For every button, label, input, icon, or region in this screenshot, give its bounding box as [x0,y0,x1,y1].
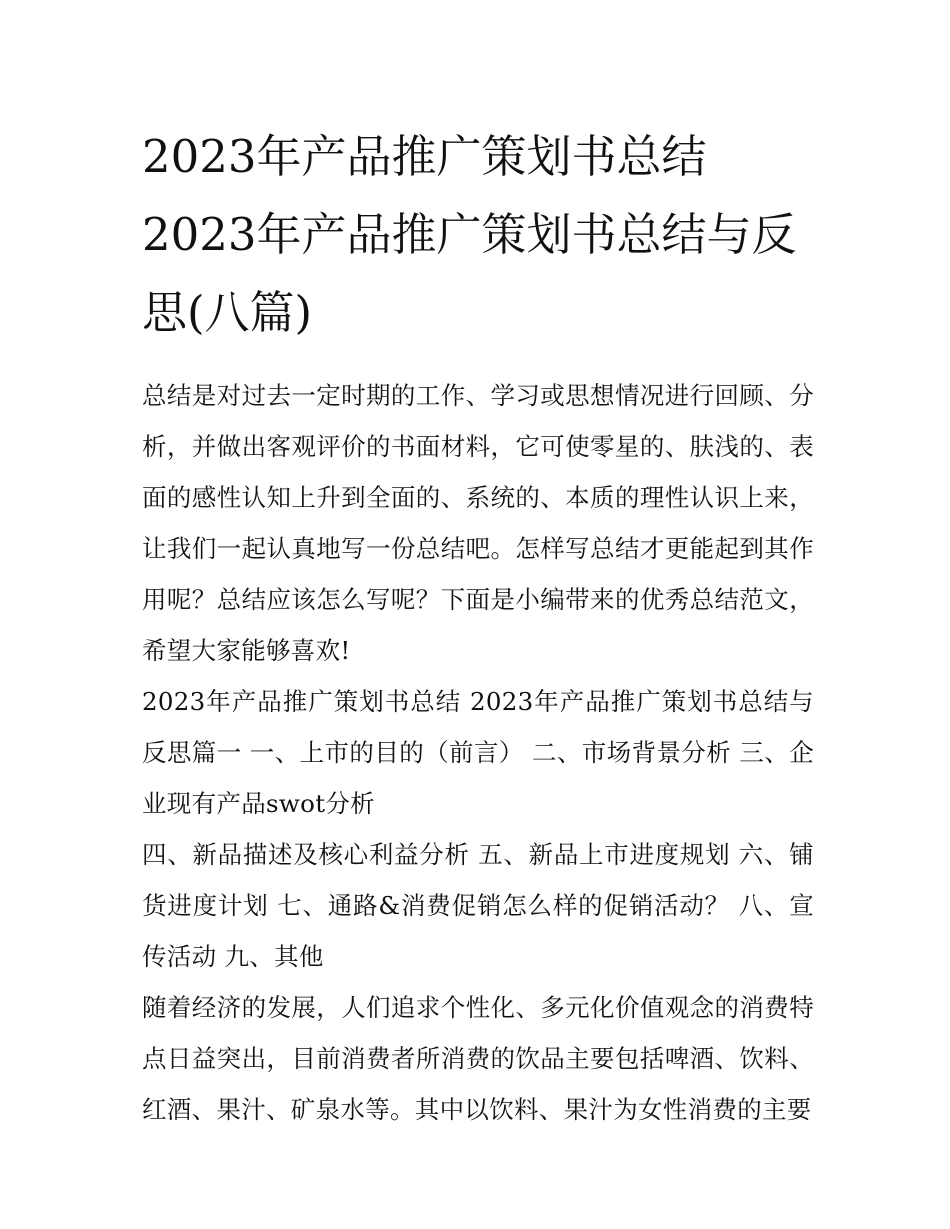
document-title: 2023年产品推广策划书总结2023年产品推广策划书总结与反思(八篇) [142,130,797,339]
document-page [142,118,814,1135]
outline-paragraph-2: 四、新品描述及核心利益分析 五、新品上市进度规划 六、铺货进度计划 七、通路&消费促销怎么样的促销活动？ 八、宣传活动 九、其他 [142,840,814,971]
outline-paragraph-1: 2023年产品推广策划书总结 2023年产品推广策划书总结与反思篇一 一、上市的目的（前言） 二、市场背景分析 三、企业现有产品swot分析 [142,687,814,818]
body-paragraph: 随着经济的发展，人们追求个性化、多元化价值观念的消费特点日益突出，目前消费者所消费的饮品主要包括啤酒、饮料、红酒、果汁、矿泉水等。其中以饮料、果汁为女性消费的主要 [142,993,814,1124]
intro-paragraph: 总结是对过去一定时期的工作、学习或思想情况进行回顾、分析，并做出客观评价的书面材料，它可使零星的、肤浅的、表面的感性认知上升到全面的、系统的、本质的理性认识上来，让我们一起认真地写一份总结吧。怎样写总结才更能起到其作用呢？总结应该怎么写呢？下面是小编带来的优秀总结范文，希望大家能够喜欢! [142,381,814,665]
